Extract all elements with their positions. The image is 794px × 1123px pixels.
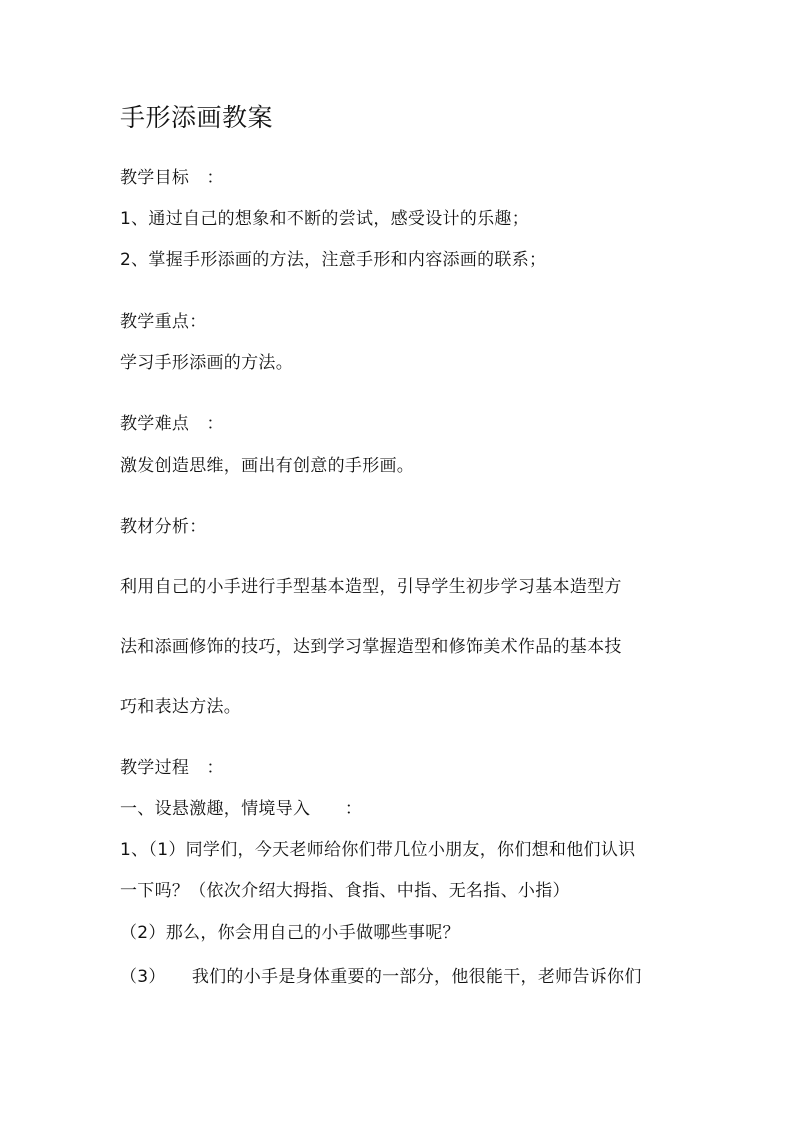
analysis-heading: 教材分析： (120, 517, 207, 537)
step-1-line-1: 1、（1）同学们，今天老师给你们带几位小朋友，你们想和他们认识 (120, 840, 636, 860)
document-title: 手形添画教案 (120, 103, 274, 132)
objective-1: 1、通过自己的想象和不断的尝试，感受设计的乐趣； (120, 209, 530, 229)
difficulty-heading: 教学难点 ： (120, 414, 224, 434)
process-heading: 教学过程 ： (120, 758, 224, 778)
analysis-line-2: 法和添画修饰的技巧，达到学习掌握造型和修饰美术作品的基本技 (120, 637, 622, 657)
difficulty-text: 激发创造思维，画出有创意的手形画。 (120, 456, 415, 476)
key-point-heading: 教学重点： (120, 312, 207, 332)
step-3: （3） 我们的小手是身体重要的一部分，他很能干，老师告诉你们 (120, 967, 642, 987)
objective-2: 2、掌握手形添画的方法，注意手形和内容添画的联系； (120, 250, 547, 270)
step-1-line-2: 一下吗？（依次介绍大拇指、食指、中指、无名指、小指） (120, 881, 570, 901)
key-point-text: 学习手形添画的方法。 (120, 353, 293, 373)
step-2: （2）那么，你会用自己的小手做哪些事呢？ (120, 923, 460, 943)
objectives-heading: 教学目标 ： (120, 168, 224, 188)
analysis-line-1: 利用自己的小手进行手型基本造型，引导学生初步学习基本造型方 (120, 577, 622, 597)
section-1-heading: 一、设悬激趣，情境导入 ： (120, 799, 363, 819)
analysis-line-3: 巧和表达方法。 (120, 697, 242, 717)
